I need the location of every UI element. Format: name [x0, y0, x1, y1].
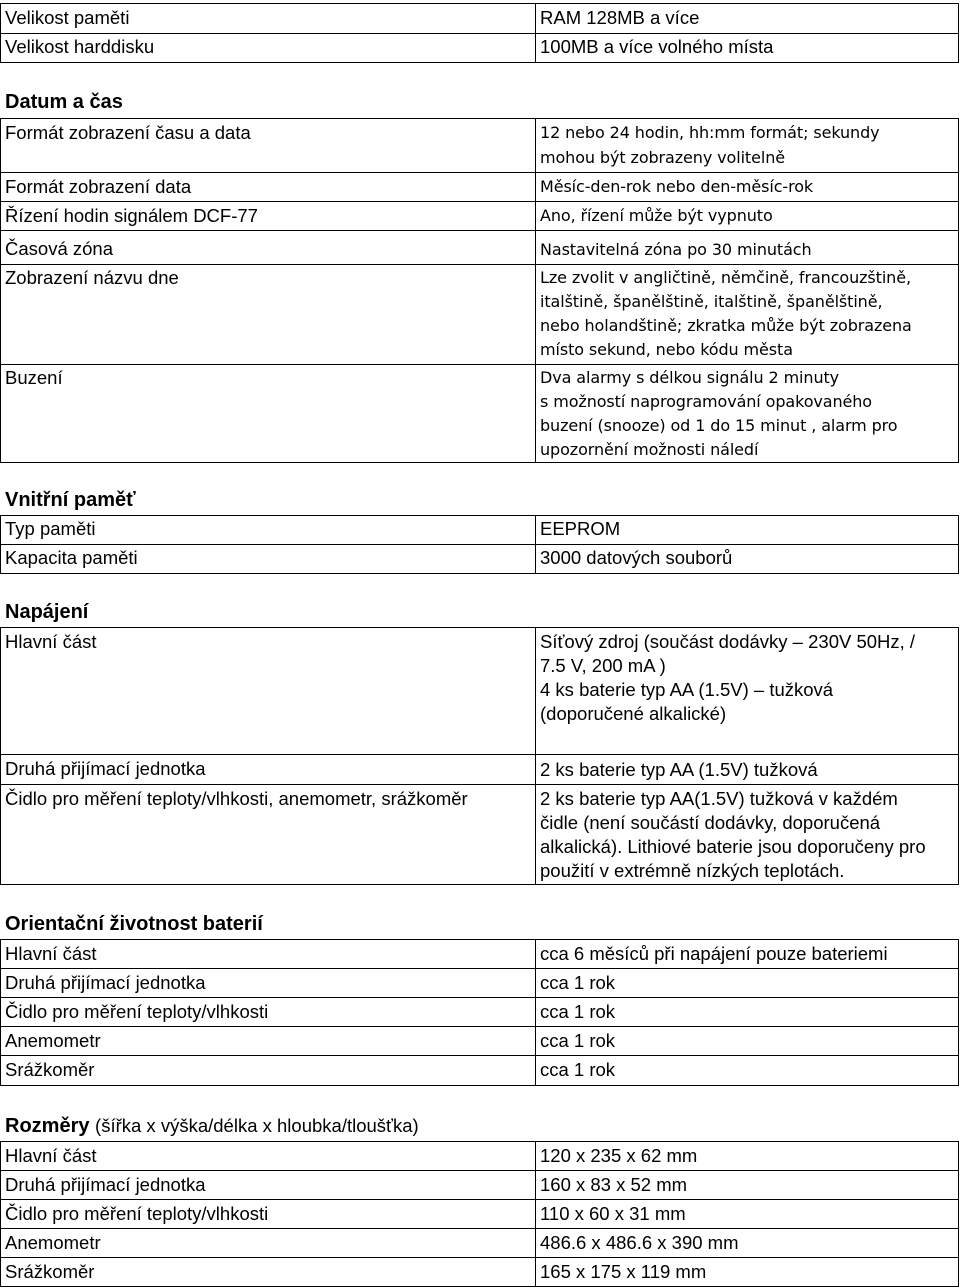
- table-rule: [0, 3, 1, 63]
- table-rule: [958, 627, 959, 885]
- spec-value-line: nebo holandštině; zkratka může být zobrazena: [540, 316, 912, 335]
- spec-label: Čidlo pro měření teploty/vlhkosti: [5, 1001, 269, 1022]
- spec-label: Čidlo pro měření teploty/vlhkosti: [5, 1203, 269, 1224]
- spec-value-line: čidle (není součástí dodávky, doporučená: [540, 812, 881, 833]
- table-rule: [0, 3, 959, 4]
- table-rule: [0, 201, 959, 202]
- table-rule: [535, 627, 536, 885]
- spec-value: cca 1 rok: [540, 1059, 616, 1080]
- section-heading-title: Rozměry: [5, 1115, 90, 1137]
- table-rule: [958, 515, 959, 574]
- spec-label: Formát zobrazení času a data: [5, 122, 251, 143]
- table-rule: [0, 230, 959, 231]
- spec-label: Srážkoměr: [5, 1261, 95, 1282]
- spec-label: Kapacita paměti: [5, 547, 138, 568]
- spec-label: Řízení hodin signálem DCF-77: [5, 205, 258, 226]
- spec-value-line: Ano, řízení může být vypnuto: [540, 206, 773, 225]
- spec-label: Hlavní část: [5, 943, 97, 964]
- table-rule: [0, 1228, 959, 1229]
- spec-value-line: Měsíc-den-rok nebo den-měsíc-rok: [540, 177, 814, 196]
- table-rule: [0, 515, 1, 574]
- table-rule: [0, 1141, 959, 1142]
- spec-label: Zobrazení názvu dne: [5, 267, 179, 288]
- table-rule: [0, 754, 959, 755]
- spec-label: Anemometr: [5, 1030, 101, 1051]
- spec-value-line: 4 ks baterie typ AA (1.5V) – tužková: [540, 679, 834, 700]
- table-rule: [535, 939, 536, 1086]
- spec-label: Velikost harddisku: [5, 36, 155, 57]
- spec-value-line: Lze zvolit v angličtině, němčině, francouzštině,: [540, 268, 911, 287]
- table-rule: [958, 1141, 959, 1287]
- table-rule: [958, 939, 959, 1086]
- table-rule: [0, 627, 959, 628]
- spec-label: Formát zobrazení data: [5, 176, 192, 197]
- table-rule: [0, 1257, 959, 1258]
- spec-value-line: s možností naprogramování opakovaného: [540, 392, 872, 411]
- spec-value: 160 x 83 x 52 mm: [540, 1174, 688, 1195]
- table-rule: [0, 544, 959, 545]
- spec-label: Hlavní část: [5, 631, 97, 652]
- spec-value-line: 12 nebo 24 hodin, hh:mm formát; sekundy: [540, 123, 880, 142]
- table-rule: [0, 627, 1, 885]
- spec-label: Buzení: [5, 367, 63, 388]
- table-rule: [958, 3, 959, 63]
- spec-value-line: mohou být zobrazeny volitelně: [540, 148, 785, 167]
- section-heading: Orientační životnost baterií: [5, 913, 263, 935]
- spec-value-line: místo sekund, nebo kódu města: [540, 340, 793, 359]
- table-rule: [0, 884, 959, 885]
- spec-label: Časová zóna: [5, 238, 113, 259]
- table-rule: [0, 1055, 959, 1056]
- spec-value: 486.6 x 486.6 x 390 mm: [540, 1232, 739, 1253]
- table-rule: [0, 1286, 959, 1287]
- spec-value: RAM 128MB a více: [540, 7, 700, 28]
- spec-value: 3000 datových souborů: [540, 547, 733, 568]
- table-rule: [0, 1170, 959, 1171]
- spec-value-line: 2 ks baterie typ AA(1.5V) tužková v každém: [540, 788, 898, 809]
- spec-value-line: (doporučené alkalické): [540, 703, 727, 724]
- table-rule: [0, 784, 959, 785]
- table-rule: [535, 1141, 536, 1287]
- spec-value-line: upozornění možnosti náledí: [540, 440, 759, 459]
- table-rule: [0, 1085, 959, 1086]
- spec-value: 110 x 60 x 31 mm: [540, 1203, 686, 1224]
- table-rule: [535, 3, 536, 63]
- table-rule: [0, 939, 959, 940]
- spec-value-line: 2 ks baterie typ AA (1.5V) tužková: [540, 759, 818, 780]
- spec-value-line: buzení (snooze) od 1 do 15 minut , alarm pro: [540, 416, 898, 435]
- spec-value-line: Síťový zdroj (součást dodávky – 230V 50Hz, /: [540, 631, 916, 652]
- table-rule: [0, 968, 959, 969]
- spec-label: Druhá přijímací jednotka: [5, 972, 206, 993]
- spec-value-line: Dva alarmy s délkou signálu 2 minuty: [540, 368, 840, 387]
- spec-label: Velikost paměti: [5, 7, 130, 28]
- spec-value-line: italštině, španělštině, italštině, španělštině,: [540, 292, 883, 311]
- table-rule: [0, 118, 1, 463]
- table-rule: [535, 118, 536, 463]
- spec-label: Anemometr: [5, 1232, 101, 1253]
- table-rule: [0, 33, 959, 34]
- spec-value-line: alkalická). Lithiové baterie jsou doporučeny pro: [540, 836, 926, 857]
- table-rule: [0, 62, 959, 63]
- spec-label: Srážkoměr: [5, 1059, 95, 1080]
- table-rule: [0, 1026, 959, 1027]
- table-rule: [0, 462, 959, 463]
- table-rule: [0, 1141, 1, 1287]
- table-rule: [958, 118, 959, 463]
- table-rule: [0, 1199, 959, 1200]
- spec-value: cca 1 rok: [540, 1001, 616, 1022]
- spec-value: 165 x 175 x 119 mm: [540, 1261, 707, 1282]
- spec-value: cca 1 rok: [540, 1030, 616, 1051]
- table-rule: [0, 997, 959, 998]
- spec-value: cca 6 měsíců při napájení pouze bateriemi: [540, 943, 888, 964]
- spec-value-line: použití v extrémně nízkých teplotách.: [540, 860, 845, 881]
- table-rule: [535, 515, 536, 574]
- spec-label: Čidlo pro měření teploty/vlhkosti, anemometr, srážkoměr: [5, 788, 468, 809]
- table-rule: [0, 573, 959, 574]
- spec-label: Druhá přijímací jednotka: [5, 1174, 206, 1195]
- spec-value-line: Nastavitelná zóna po 30 minutách: [540, 240, 812, 259]
- table-rule: [0, 364, 959, 365]
- spec-value-line: 7.5 V, 200 mA ): [540, 655, 666, 676]
- spec-label: Hlavní část: [5, 1145, 97, 1166]
- section-heading-note: (šířka x výška/délka x hloubka/tloušťka): [95, 1115, 419, 1136]
- table-rule: [0, 172, 959, 173]
- section-heading: Vnitřní paměť: [5, 489, 136, 511]
- spec-label: Typ paměti: [5, 518, 96, 539]
- spec-value: EEPROM: [540, 518, 621, 539]
- section-heading: Datum a čas: [5, 91, 123, 113]
- section-heading: Napájení: [5, 601, 89, 623]
- section-heading: [5, 1113, 419, 1139]
- spec-label: Druhá přijímací jednotka: [5, 758, 206, 779]
- spec-value: 100MB a více volného místa: [540, 36, 774, 57]
- table-rule: [0, 939, 1, 1086]
- spec-value: 120 x 235 x 62 mm: [540, 1145, 698, 1166]
- table-rule: [0, 515, 959, 516]
- table-rule: [0, 264, 959, 265]
- table-rule: [0, 118, 959, 119]
- spec-value: cca 1 rok: [540, 972, 616, 993]
